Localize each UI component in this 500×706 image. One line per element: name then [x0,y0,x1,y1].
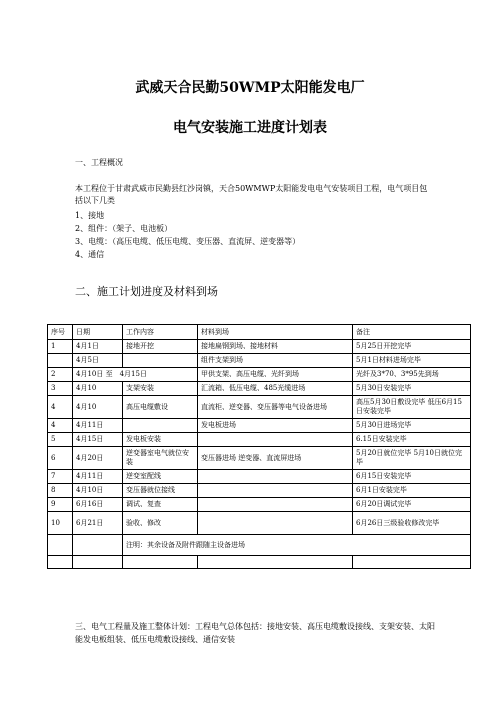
section-2-heading: 二、施工计划进度及材料到场 [75,285,218,298]
cell-material [198,512,353,535]
cell-no: 4 [48,396,73,419]
cell-date: 4月10日 [73,484,123,498]
cell-empty [48,556,73,569]
cell-material [198,498,353,512]
cell-empty [73,535,123,556]
cell-no: 6 [48,447,73,470]
cell-remark: 5月1日材料进场完毕 [353,354,471,368]
header-date: 日期 [73,325,123,340]
cell-work: 变压器就位接线 [123,484,198,498]
scope-item: 1、接地 [75,211,105,220]
cell-empty [48,535,73,556]
cell-remark: 6月26日三级验收修改完毕 [353,512,471,535]
table-row [48,447,471,470]
cell-date: 6月16日 [73,498,123,512]
cell-work: 高压电缆敷设 [123,396,198,419]
header-no: 序号 [48,325,73,340]
section-1-intro: 本工程位于甘肃武威市民勤县红沙岗镇，天合50WMWP太阳能发电电气安装项目工程，电气项目包括以下几类 [75,184,428,205]
cell-date: 4月11日 [73,470,123,484]
cell-material: 直流柜、逆变器、变压器等电气设备进场 [198,396,353,419]
cell-no [48,354,73,368]
cell-no: 5 [48,433,73,447]
cell-date: 4月10 [73,382,123,396]
cell-no: 10 [48,512,73,535]
header-remark: 备注 [353,325,471,340]
table-row [48,512,471,535]
section-1-heading: 一、工程概况 [75,158,123,167]
cell-work: 发电板安装 [123,433,198,447]
cell-date: 4月15日 [73,433,123,447]
table-blank-row [48,556,471,569]
scope-item: 3、电缆：（高压电缆、低压电缆、变压器、直流屏、逆变器等） [75,237,301,246]
cell-remark: 6月1日安装完毕 [353,484,471,498]
schedule-table [47,324,471,569]
cell-material: 接地扁钢到场、接地材料 [198,340,353,354]
cell-no: 2 [48,368,73,382]
cell-work: 逆变室配线 [123,470,198,484]
cell-date: 4月20日 [73,447,123,470]
cell-remark: 6.15日安装完毕 [353,433,471,447]
cell-no: 9 [48,498,73,512]
cell-work: 逆变器室电气就位安装 [123,447,198,470]
cell-date: 4月10 [73,396,123,419]
cell-no: 8 [48,484,73,498]
cell-material [198,484,353,498]
cell-work: 接地开挖 [123,340,198,354]
cell-remark: 5月30日安装完毕 [353,382,471,396]
cell-material [198,470,353,484]
cell-work [123,354,198,368]
cell-material: 变压器进场 逆变器、直流屏进场 [198,447,353,470]
header-work: 工作内容 [123,325,198,340]
cell-date: 4月5日 [73,354,123,368]
cell-material: 汇流箱、低压电缆、485光缆进场 [198,382,353,396]
cell-remark: 6月20日调试完毕 [353,498,471,512]
cell-empty [198,556,353,569]
cell-work: 验收、修改 [123,512,198,535]
cell-work [123,419,198,433]
cell-material: 组件支架到场 [198,354,353,368]
cell-remark: 6月15日安装完毕 [353,470,471,484]
table-row [48,382,471,396]
table-row [48,484,471,498]
table-row [48,340,471,354]
scope-item: 4、通信 [75,250,105,259]
cell-no: 1 [48,340,73,354]
section-3-text: 三、电气工程量及施工整体计划：工程电气总体包括：接地安装、高压电缆敷设接线、支架安装、太阳能发电板组装、低压电缆敷设接线、通信安装 [75,622,435,644]
cell-empty [123,556,198,569]
table-header-row [48,325,471,340]
document-title: 武威天合民勤50WMP太阳能发电厂 [135,80,365,96]
cell-remark: 高压5月30日敷设完毕 低压6月15日安装完毕 [353,396,471,419]
scope-item: 2、组件：（架子、电池板） [75,224,173,233]
cell-no: 4 [48,419,73,433]
cell-material [198,433,353,447]
cell-material: 发电板进场 [198,419,353,433]
cell-remark: 5月30日进场完毕 [353,419,471,433]
table-row [48,433,471,447]
table-row [48,354,471,368]
cell-remark: 5月20日就位完毕 5月10日就位完毕 [353,447,471,470]
table-row [48,396,471,419]
cell-date: 4月1日 [73,340,123,354]
scope-list [75,209,300,261]
document-subtitle: 电气安装施工进度计划表 [173,120,327,136]
cell-no: 3 [48,382,73,396]
table-note: 注明：其余设备及附件跟随主设备进场 [123,535,471,556]
cell-date: 6月21日 [73,512,123,535]
cell-remark: 5月25日开挖完毕 [353,340,471,354]
cell-empty [73,556,123,569]
header-material: 材料到场 [198,325,353,340]
table-row [48,498,471,512]
table-note-row [48,535,471,556]
table-row [48,470,471,484]
cell-material: 甲供支架、高压电缆、光纤到场 [198,368,353,382]
cell-date: 4月11日 [73,419,123,433]
cell-work: 支架安装 [123,382,198,396]
table-row [48,419,471,433]
table-row [48,368,471,382]
cell-no: 7 [48,470,73,484]
cell-remark: 光纤及3*70、3*95先到场 [353,368,471,382]
cell-work: 调试、复查 [123,498,198,512]
cell-empty [353,556,471,569]
cell-date: 4月10日 至 4月15日 [73,368,198,382]
